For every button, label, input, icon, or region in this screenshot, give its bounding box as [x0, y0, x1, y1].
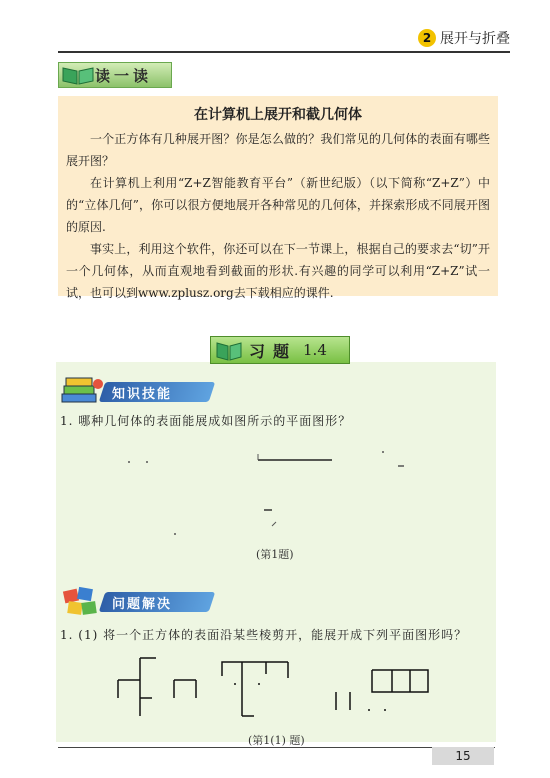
books-icon	[58, 374, 108, 410]
knowledge-question-1: 1. 哪种几何体的表面能展成如图所示的平面图形？	[60, 414, 352, 428]
problem-banner-label: 问题解决	[112, 597, 173, 612]
problem-banner	[58, 584, 208, 620]
page-number: 15	[432, 747, 494, 765]
problem-question-1: 1. (1) 将一个正方体的表面沿某些棱剪开，能展开成下列平面图形吗？	[60, 628, 468, 642]
question-1-figure	[120, 446, 420, 546]
reading-paragraph: 事实上，利用这个软件，你还可以在下一节课上，根据自己的要求去“切”开一个几何体，从而直观地看到截面的形状.有兴趣的同学可以利用“Z+Z”试一试，也可以到www.zplusz.org去下载相应的课件.	[66, 242, 490, 300]
chapter-title: 展开与折叠	[440, 31, 510, 47]
reading-banner-label: 读一读	[95, 66, 153, 85]
reading-title: 在计算机上展开和截几何体	[194, 107, 362, 123]
net-figure-b	[222, 662, 288, 716]
knowledge-banner-label: 知识技能	[112, 387, 173, 402]
exercise-banner	[210, 336, 350, 364]
net-figure-c	[336, 670, 428, 710]
header-rule	[58, 51, 510, 53]
problem-1-figures	[110, 652, 440, 724]
exercise-number: 1.4	[303, 341, 327, 359]
figure-problem-caption: (第1(1) 题)	[248, 734, 305, 747]
reading-paragraph: 在计算机上利用“Z+Z智能教育平台”（新世纪版）（以下简称“Z+Z”）中的“立体几何”，你可以很方便地展开各种常见的几何体，并探索形成不同展开图的原因.	[66, 176, 490, 234]
reading-banner	[58, 62, 172, 88]
net-figure-a	[118, 658, 196, 716]
exercise-label: 习题	[249, 341, 298, 361]
puzzle-icon	[58, 584, 108, 620]
page-header	[0, 0, 550, 60]
chapter-heading	[418, 28, 510, 48]
book-icon	[61, 64, 95, 86]
figure-1-caption: (第1题)	[256, 548, 294, 561]
footer-rule	[58, 747, 495, 748]
reading-paragraph: 一个正方体有几种展开图？你是怎么做的？我们常见的几何体的表面有哪些展开图？	[66, 132, 490, 168]
book-icon	[215, 338, 243, 362]
reading-box	[58, 96, 498, 300]
chapter-number: 2	[418, 29, 436, 47]
knowledge-banner	[58, 374, 208, 410]
